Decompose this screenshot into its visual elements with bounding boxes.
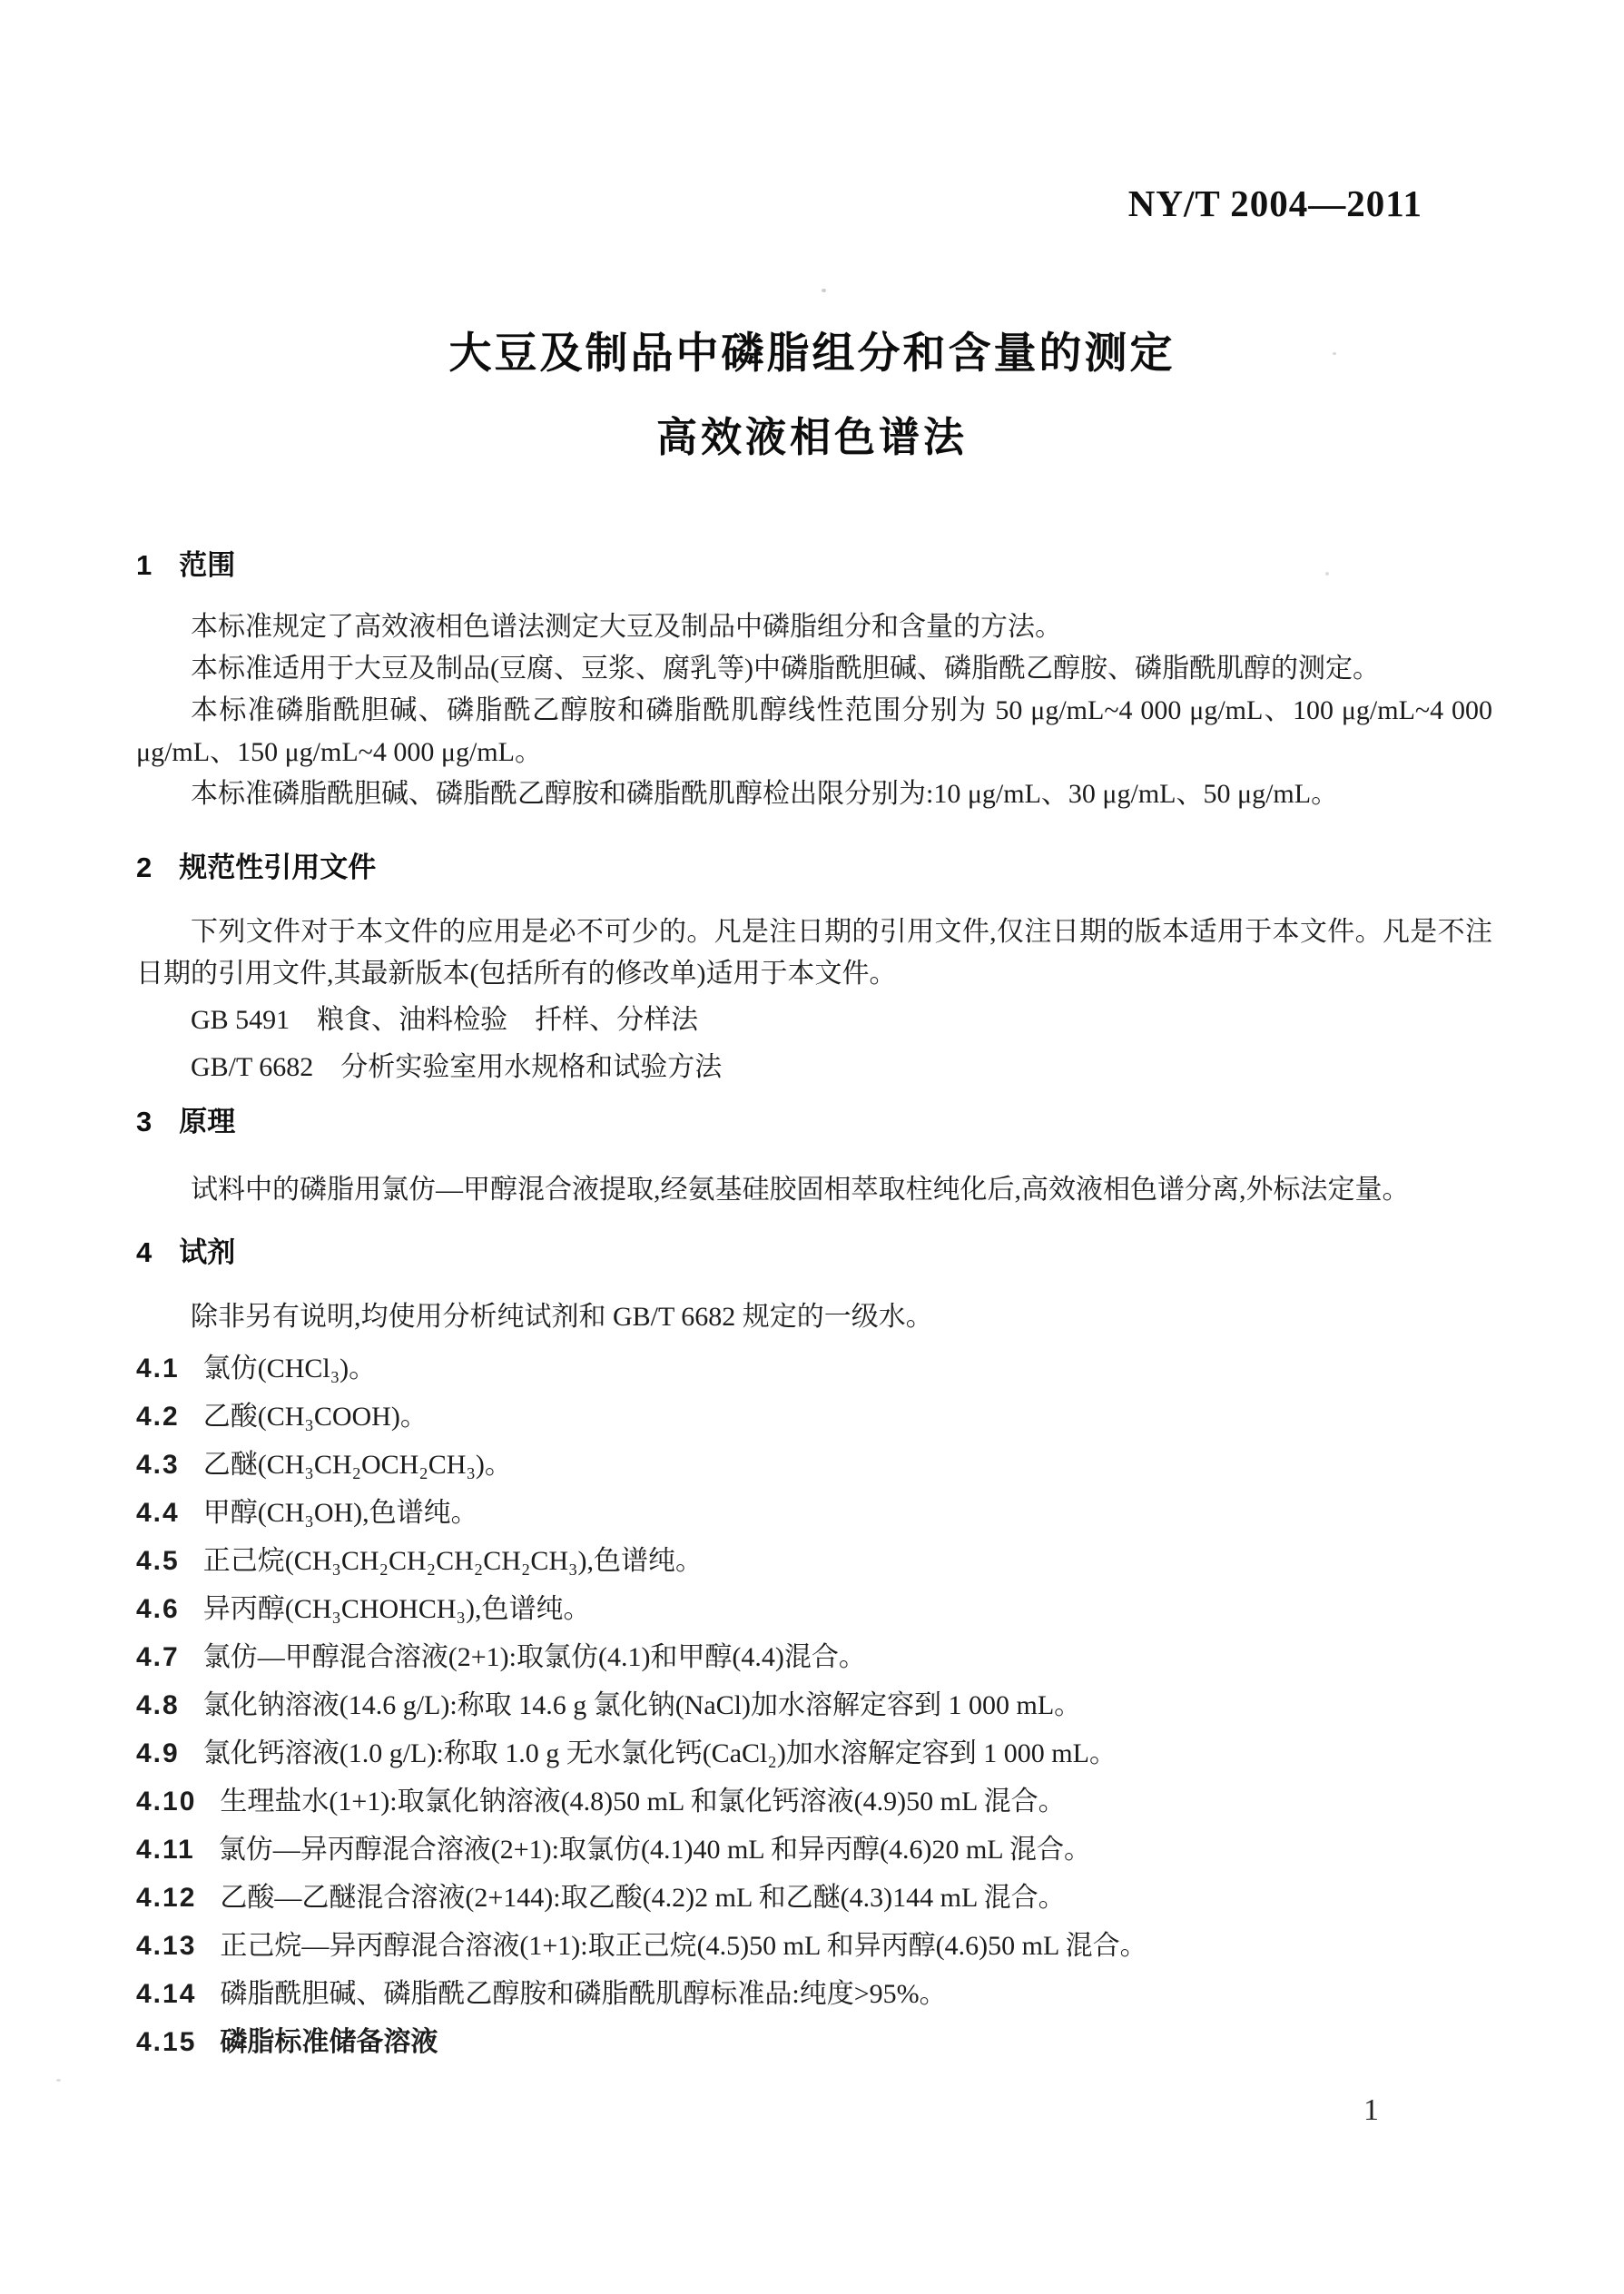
clause-number: 4.8 bbox=[136, 1690, 180, 1720]
scan-speck bbox=[1325, 572, 1329, 576]
clause-text: 正己烷(CH₃CH₂CH₂CH₂CH₂CH₃),色谱纯。 bbox=[202, 1546, 704, 1576]
paragraph: 除非另有说明,均使用分析纯试剂和 GB/T 6682 规定的一级水。 bbox=[191, 1302, 933, 1332]
clause-number: 4.2 bbox=[136, 1402, 180, 1432]
section-number: 4 bbox=[136, 1236, 153, 1268]
clause-row bbox=[136, 1489, 1492, 1537]
page-content bbox=[136, 545, 1492, 2066]
clause-text: 氯仿(CHCl₃)。 bbox=[202, 1354, 377, 1383]
clause-text: 乙醚(CH₃CH₂OCH₂CH₃)。 bbox=[202, 1450, 512, 1480]
clause-row bbox=[136, 1393, 1492, 1441]
section-4-heading bbox=[136, 1236, 1492, 1269]
clause-row bbox=[136, 1922, 1492, 1970]
clause-text: 磷脂酰胆碱、磷脂酰乙醇胺和磷脂酰肌醇标准品:纯度>95%。 bbox=[220, 1979, 947, 2009]
section-title: 范围 bbox=[179, 549, 236, 581]
paragraph: 试料中的磷脂用氯仿—甲醇混合液提取,经氨基硅胶固相萃取柱纯化后,高效液相色谱分离,外标法定量。 bbox=[191, 1175, 1410, 1205]
clause-number: 4.5 bbox=[136, 1546, 180, 1576]
clause-row bbox=[136, 1826, 1492, 1874]
clause-number: 4.12 bbox=[136, 1883, 197, 1913]
clause-row bbox=[136, 1970, 1492, 2018]
section-number: 1 bbox=[136, 549, 153, 581]
paragraph: 本标准适用于大豆及制品(豆腐、豆浆、腐乳等)中磷脂酰胆碱、磷脂酰乙醇胺、磷脂酰肌醇的测定。 bbox=[191, 654, 1380, 684]
clause-row bbox=[136, 1585, 1492, 1633]
clause-number: 4.6 bbox=[136, 1594, 180, 1624]
section-number: 3 bbox=[136, 1106, 153, 1137]
section-number: 2 bbox=[136, 852, 153, 883]
clause-text: 氯仿—异丙醇混合溶液(2+1):取氯仿(4.1)40 mL 和异丙醇(4.6)20 mL 混合。 bbox=[218, 1835, 1092, 1865]
clause-text: 氯仿—甲醇混合溶液(2+1):取氯仿(4.1)和甲醇(4.4)混合。 bbox=[202, 1642, 866, 1672]
scan-speck bbox=[56, 2079, 61, 2082]
title-line-1: 大豆及制品中磷脂组分和含量的测定 bbox=[448, 330, 1176, 378]
standard-code: NY/T 2004—2011 bbox=[1127, 182, 1422, 224]
clause-row bbox=[136, 1441, 1492, 1489]
section-title: 规范性引用文件 bbox=[179, 852, 377, 883]
section-1-heading bbox=[136, 549, 1492, 582]
clause-number: 4.4 bbox=[136, 1498, 180, 1528]
clause-subheading-text: 磷脂标准储备溶液 bbox=[220, 2027, 438, 2057]
scan-speck bbox=[822, 289, 826, 292]
normative-reference: GB/T 6682 分析实验室用水规格和试验方法 bbox=[191, 1052, 723, 1082]
clause-row bbox=[136, 1681, 1492, 1729]
section-title: 试剂 bbox=[179, 1236, 236, 1268]
clause-number: 4.15 bbox=[136, 2027, 197, 2057]
clause-number: 4.9 bbox=[136, 1738, 180, 1768]
clause-number: 4.11 bbox=[136, 1835, 195, 1865]
clause-number: 4.7 bbox=[136, 1642, 180, 1672]
clause-number: 4.1 bbox=[136, 1354, 180, 1383]
section-title: 原理 bbox=[179, 1106, 236, 1137]
paragraph: 下列文件对于本文件的应用是必不可少的。凡是注日期的引用文件,仅注日期的版本适用于本文件。凡是不注日期的引用文件,其最新版本(包括所有的修改单)适用于本文件。 bbox=[136, 917, 1492, 989]
section-2-heading bbox=[136, 852, 1492, 884]
page-number: 1 bbox=[1363, 2093, 1379, 2127]
clause-text: 生理盐水(1+1):取氯化钠溶液(4.8)50 mL 和氯化钙溶液(4.9)50 mL 混合。 bbox=[220, 1787, 1066, 1816]
clause-row bbox=[136, 1344, 1492, 1393]
clause-text: 异丙醇(CH₃CHOHCH₃),色谱纯。 bbox=[202, 1594, 591, 1624]
clause-number: 4.10 bbox=[136, 1787, 197, 1816]
normative-reference: GB 5491 粮食、油料检验 扦样、分样法 bbox=[191, 1005, 699, 1035]
title-line-2: 高效液相色谱法 bbox=[655, 415, 968, 460]
paragraph: 本标准磷脂酰胆碱、磷脂酰乙醇胺和磷脂酰肌醇检出限分别为:10 μg/mL、30 μg/mL、50 μg/mL。 bbox=[191, 779, 1339, 809]
clause-row bbox=[136, 2018, 1492, 2066]
clause-text: 氯化钠溶液(14.6 g/L):称取 14.6 g 氯化钠(NaCl)加水溶解定容到 1 000 mL。 bbox=[202, 1690, 1082, 1720]
clause-row bbox=[136, 1777, 1492, 1826]
clause-number: 4.3 bbox=[136, 1450, 180, 1480]
clause-text: 正己烷—异丙醇混合溶液(1+1):取正己烷(4.5)50 mL 和异丙醇(4.6)50 mL 混合。 bbox=[220, 1931, 1147, 1961]
clause-text: 乙酸—乙醚混合溶液(2+144):取乙酸(4.2)2 mL 和乙醚(4.3)144 mL 混合。 bbox=[220, 1883, 1066, 1913]
section-3-heading bbox=[136, 1106, 1492, 1138]
scan-speck bbox=[1333, 352, 1336, 355]
clause-number: 4.14 bbox=[136, 1979, 197, 2009]
paragraph: 本标准磷脂酰胆碱、磷脂酰乙醇胺和磷脂酰肌醇线性范围分别为 50 μg/mL~4 000 μg/mL、100 μg/mL~4 000 μg/mL、150 μg/mL~4 000 μg/mL。 bbox=[136, 695, 1492, 767]
clause-text: 氯化钙溶液(1.0 g/L):称取 1.0 g 无水氯化钙(CaCl₂)加水溶解定容到 1 000 mL。 bbox=[202, 1738, 1117, 1768]
clause-row bbox=[136, 1729, 1492, 1777]
paragraph: 本标准规定了高效液相色谱法测定大豆及制品中磷脂组分和含量的方法。 bbox=[191, 612, 1062, 642]
clause-row bbox=[136, 1633, 1492, 1681]
document-title bbox=[0, 320, 1624, 463]
clause-row bbox=[136, 1537, 1492, 1585]
clause-number: 4.13 bbox=[136, 1931, 197, 1961]
clause-row bbox=[136, 1874, 1492, 1922]
clause-text: 甲醇(CH₃OH),色谱纯。 bbox=[202, 1498, 478, 1528]
clause-text: 乙酸(CH₃COOH)。 bbox=[202, 1402, 428, 1432]
